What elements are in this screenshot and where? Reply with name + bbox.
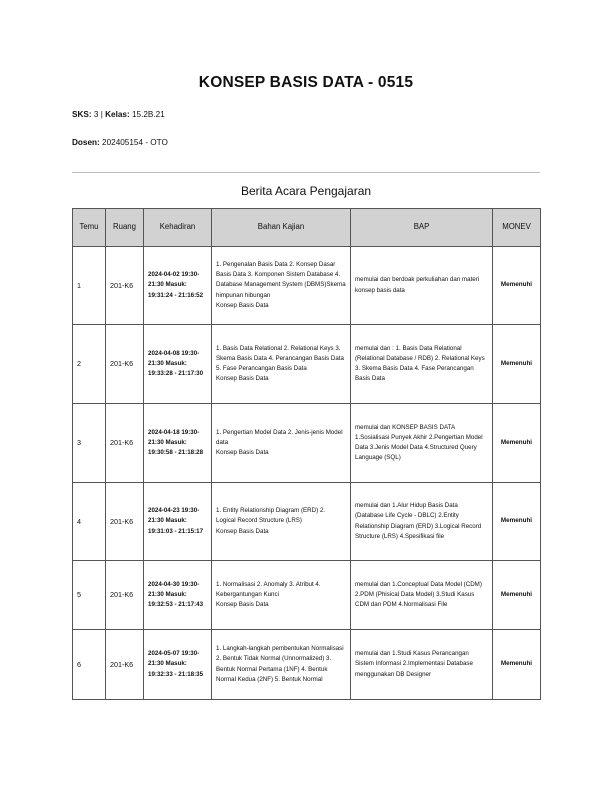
cell-monev: Memenuhi [493,325,541,404]
section-title: Berita Acara Pengajaran [240,184,372,198]
teaching-log-table [72,208,541,700]
header-ruang: Ruang [106,209,144,247]
kelas-value: 15.2B.21 [131,110,165,119]
cell-bahan-kajian: 1. Pengertian Model Data 2. Jenis-jenis Model data Konsep Basis Data [212,404,351,483]
cell-monev: Memenuhi [493,483,541,561]
cell-bahan-kajian: 1. Langkah-langkah pembentukan Normalisasi 2. Bentuk Tidak Normal (Unnormalized) 3. Bentuk Normal Pertama (1NF) 4. Bentuk Normal Kedua (2NF) 5. Bentuk Normal [212,630,351,700]
table-row [73,483,541,561]
cell-monev: Memenuhi [493,404,541,483]
table-header-row [73,209,541,247]
cell-kehadiran: 2024-05-07 19:30-21:30 Masuk: 19:32:33 - 21:18:35 [144,630,212,700]
cell-kehadiran: 2024-04-30 19:30-21:30 Masuk: 19:32:53 - 21:17:43 [144,561,212,630]
cell-bap: memulai dan berdoak perkuliahan dan materi konsep basis data [351,247,493,325]
cell-bap: memulai dan 1.Conceptual Data Model (CDM) 2.PDM (Phisical Data Model) 3.Studi Kasus CDM dan PDM 4.Normalisasi File [351,561,493,630]
cell-bap: memulai dan : 1. Basis Data Relational (Relational Database / RDB) 2. Relational Keys 3. Skema Basis Data 4. Fase Perancangan Basis Data [351,325,493,404]
header-temu: Temu [73,209,106,247]
kelas-label: Kelas: [105,110,130,119]
table-row [73,325,541,404]
cell-bahan-kajian: 1. Normalisasi 2. Anomaly 3. Atribut 4. Kebergantungan Kunci Konsep Basis Data [212,561,351,630]
sks-label: SKS: [72,110,92,119]
dosen-label: Dosen: [72,138,100,147]
meta-separator: | [100,110,103,119]
cell-ruang: 201-K6 [106,630,144,700]
cell-bahan-kajian: 1. Entity Relationship Diagram (ERD) 2. Logical Record Structure (LRS) Konsep Basis Data [212,483,351,561]
cell-ruang: 201-K6 [106,325,144,404]
cell-temu: 4 [73,483,106,561]
cell-bap: memulai dan KONSEP BASIS DATA 1.Sosialisasi Punyek Akhir 2.Pengertian Model Data 3.Jenis Model Data 4.Structured Query Language (SQL) [351,404,493,483]
lecturer-meta [72,138,168,147]
cell-kehadiran: 2024-04-08 19:30-21:30 Masuk: 19:33:28 - 21:17:30 [144,325,212,404]
cell-temu: 3 [73,404,106,483]
cell-temu: 2 [73,325,106,404]
cell-monev: Memenuhi [493,247,541,325]
cell-temu: 6 [73,630,106,700]
table-row [73,247,541,325]
cell-bahan-kajian: 1. Basis Data Relational 2. Relational Keys 3. Skema Basis Data 4. Perancangan Basis Data 5. Fase Perancangan Basis Data Konsep Basis Data [212,325,351,404]
cell-kehadiran: 2024-04-18 19:30-21:30 Masuk: 19:30:58 - 21:18:28 [144,404,212,483]
table-row [73,404,541,483]
cell-ruang: 201-K6 [106,247,144,325]
cell-monev: Memenuhi [493,561,541,630]
header-bahan-kajian: Bahan Kajian [212,209,351,247]
header-monev: MONEV [493,209,541,247]
dosen-value: 202405154 - OTO [102,138,168,147]
cell-monev: Memenuhi [493,630,541,700]
cell-bahan-kajian: 1. Pengenalan Basis Data 2. Konsep Dasar Basis Data 3. Komponen Sistem Database 4. Database Management System (DBMS)Skema himpunan hibungan Konsep Basis Data [212,247,351,325]
sks-value: 3 [93,110,99,119]
divider [72,172,540,173]
cell-kehadiran: 2024-04-02 19:30-21:30 Masuk: 19:31:24 - 21:16:52 [144,247,212,325]
page-title: KONSEP BASIS DATA - 0515 [198,74,414,91]
cell-temu: 1 [73,247,106,325]
table-row [73,630,541,700]
cell-bap: memulai dan 1.Alur Hidup Basis Data (Database Life Cycle - DBLC) 2.Entity Relationship Diagram (ERD) 3.Logical Record Structure (LRS) 4.Spesifikasi file [351,483,493,561]
cell-temu: 5 [73,561,106,630]
cell-kehadiran: 2024-04-23 19:30-21:30 Masuk: 19:31:03 - 21:15:17 [144,483,212,561]
header-kehadiran: Kehadiran [144,209,212,247]
cell-ruang: 201-K6 [106,561,144,630]
course-meta [72,110,165,119]
cell-bap: memulai dan 1.Studi Kasus Perancangan Sistem Informasi 2.Implementasi Database menggunakan DB Designer [351,630,493,700]
cell-ruang: 201-K6 [106,483,144,561]
cell-ruang: 201-K6 [106,404,144,483]
table-row [73,561,541,630]
header-bap: BAP [351,209,493,247]
